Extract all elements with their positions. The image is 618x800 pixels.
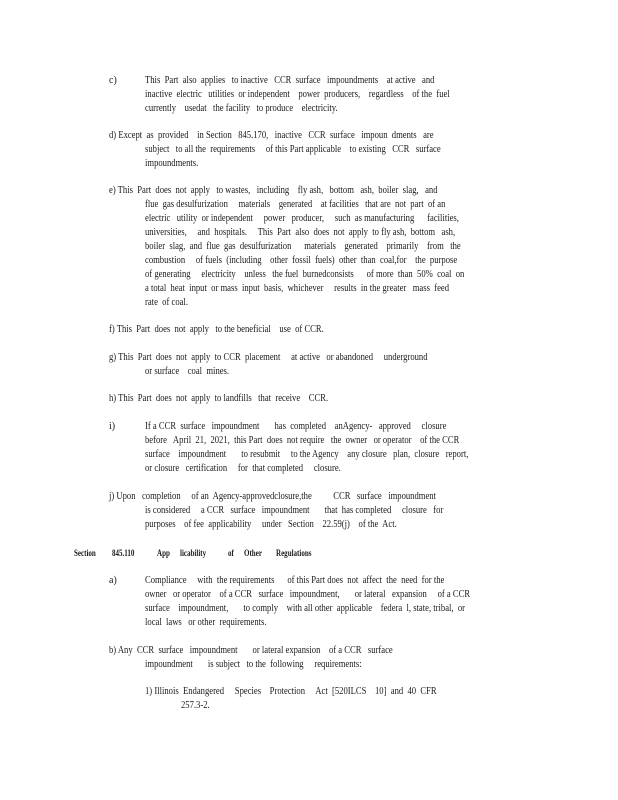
paragraph-g-line: or surface coal mines.	[145, 366, 230, 377]
paragraph-a2-line: owner or operator of a CCR surface impoundment, or lateral expansion of a CCR	[145, 589, 471, 600]
paragraph-e-line: boiler slag, and flue gas desulfurization materials generated primarily from the	[145, 241, 461, 252]
section-heading-title: licability	[180, 548, 207, 558]
paragraph-e-line: combustion of fuels (including other fossil fuels) other than coal,for the purpose	[145, 255, 458, 266]
paragraph-i-line: If a CCR surface impoundment has completed anAgency- approved closure	[145, 421, 447, 432]
paragraph-g-line: g) This Part does not apply to CCR placement at active or abandoned underground	[109, 352, 428, 363]
paragraph-i-line: surface impoundment to resubmit to the Agency any closure plan, closure report,	[145, 449, 469, 460]
paragraph-c-line: This Part also applies to inactive CCR surface impoundments at active and	[145, 75, 435, 86]
paragraph-d-line: subject to all the requirements of this Part applicable to existing CCR surface	[145, 144, 441, 155]
paragraph-j-line: purposes of fee applicability under Section 22.59(j) of the Act.	[145, 519, 397, 530]
paragraph-h-line: h) This Part does not apply to landfills that receive CCR.	[109, 393, 329, 404]
paragraph-a2-marker: a)	[109, 575, 117, 586]
section-heading-title: Regulations	[276, 548, 312, 558]
paragraph-e-line: e) This Part does not apply to wastes, including fly ash, bottom ash, boiler slag, and	[109, 185, 438, 196]
section-heading-title: Other	[244, 548, 262, 558]
paragraph-i-marker: i)	[109, 421, 116, 432]
paragraph-b2-line: impoundment is subject to the following requirements:	[145, 659, 362, 670]
paragraph-b2-1-line: 257.3-2.	[181, 700, 210, 711]
paragraph-d-line: impoundments.	[145, 158, 199, 169]
paragraph-e-line: a total heat input or mass input basis, whichever results in the greater mass feed	[145, 283, 450, 294]
paragraph-e-line: flue gas desulfurization materials generated at facilities that are not part of an	[145, 199, 446, 210]
section-heading-label: Section	[74, 548, 96, 558]
paragraph-f-line: f) This Part does not apply to the beneficial use of CCR.	[109, 324, 324, 335]
paragraph-e-line: universities, and hospitals. This Part also does not apply to fly ash, bottom ash,	[145, 227, 456, 238]
paragraph-j-line: j) Upon completion of an Agency-approvedclosure,the CCR surface impoundment	[109, 491, 436, 502]
paragraph-e-line: of generating electricity unless the fuel burnedconsists of more than 50% coal on	[145, 269, 465, 280]
paragraph-b2-line: b) Any CCR surface impoundment or lateral expansion of a CCR surface	[109, 645, 393, 656]
paragraph-c-line: currently usedat the facility to produce electricity.	[145, 103, 338, 114]
paragraph-e-line: electric utility or independent power producer, such as manufacturing facilities,	[145, 213, 459, 224]
paragraph-c-line: inactive electric utilities or independent power producers, regardless of the fuel	[145, 89, 450, 100]
paragraph-a2-line: Compliance with the requirements of this Part does not affect the need for the	[145, 575, 445, 586]
paragraph-i-line: or closure certification for that completed closure.	[145, 463, 341, 474]
section-heading-number: 845.110	[112, 548, 135, 558]
section-heading-title: of	[228, 548, 234, 558]
paragraph-c-marker: c)	[109, 75, 117, 86]
paragraph-j-line: is considered a CCR surface impoundment that has completed closure for	[145, 505, 444, 516]
paragraph-b2-1-line: 1) Illinois Endangered Species Protection Act [520ILCS 10] and 40 CFR	[145, 686, 437, 697]
paragraph-a2-line: surface impoundment, to comply with all other applicable federa l, state, tribal, or	[145, 603, 466, 614]
paragraph-i-line: before April 21, 2021, this Part does not require the owner or operator of the CCR	[145, 435, 460, 446]
paragraph-d-line: d) Except as provided in Section 845.170, inactive CCR surface impoun dments are	[109, 130, 434, 141]
paragraph-a2-line: local laws or other requirements.	[145, 617, 267, 628]
section-heading-title: App	[157, 548, 170, 558]
paragraph-e-line: rate of coal.	[145, 297, 188, 308]
